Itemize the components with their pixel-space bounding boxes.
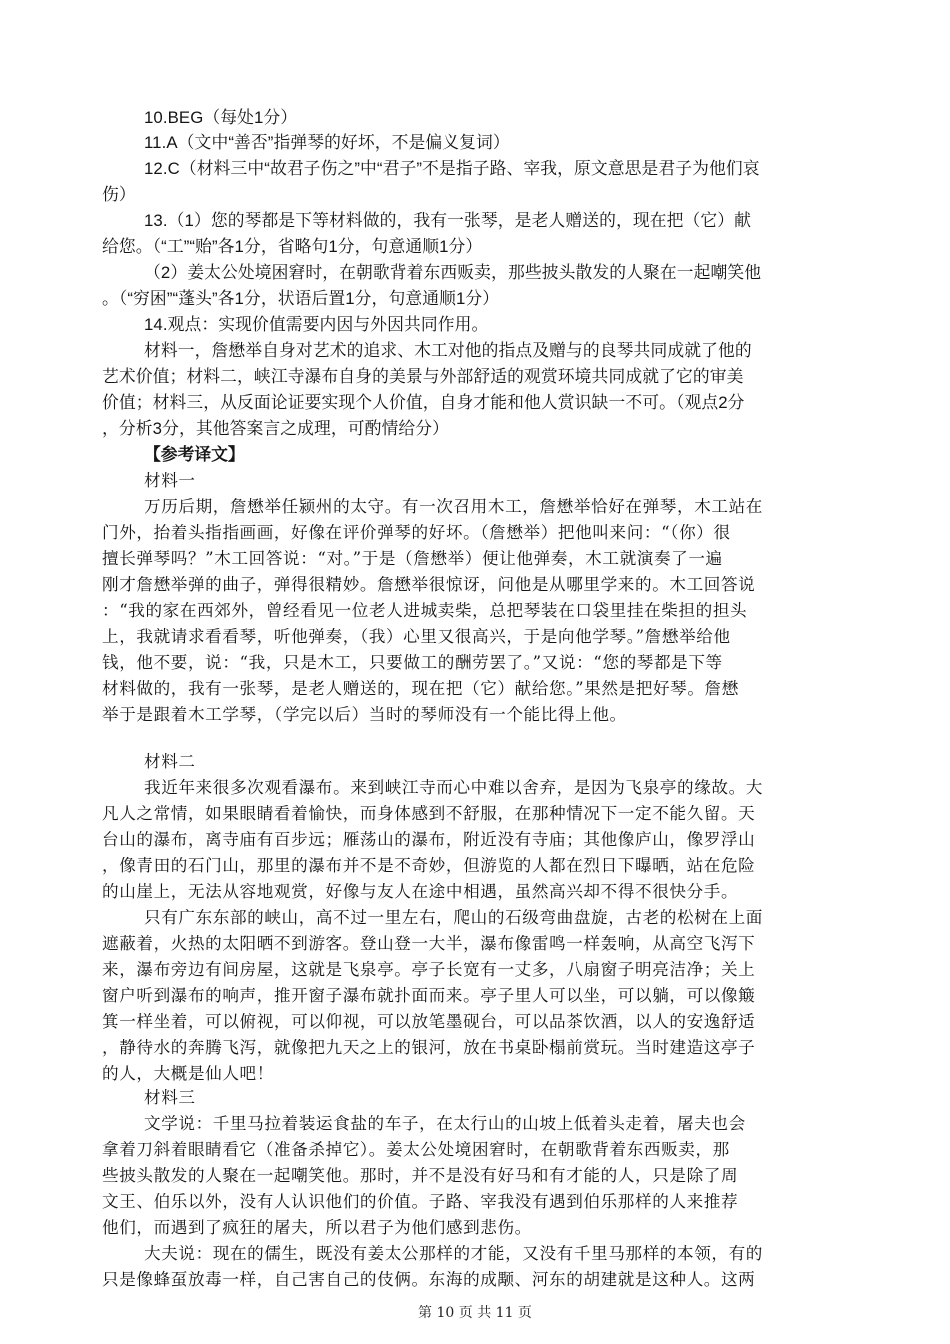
- paragraph-line: ，静待水的奔腾飞泻，就像把九天之上的银河，放在书桌卧榻前赏玩。当时建造这亭子: [102, 1038, 756, 1057]
- answer-10: 10.BEG（每处1分）: [144, 108, 298, 127]
- paragraph-line: 他们，而遇到了疯狂的屠夫，所以君子为他们感到悲伤。: [102, 1218, 532, 1237]
- answer-14-analysis: 价值；材料三，从反面论证要实现个人价值，自身才能和他人赏识缺一不可。（观点2分: [102, 393, 745, 412]
- material-2-title: 材料二: [144, 752, 196, 771]
- answer-13-2: （2）姜太公处境困窘时，在朝歌背着东西贩卖，那些披头散发的人聚在一起嘲笑他: [144, 263, 762, 282]
- paragraph-line: 材料做的，我有一张琴，是老人赠送的，现在把（它）献给您。”果然是把好琴。詹懋: [102, 679, 739, 698]
- paragraph-line: 窗户听到瀑布的响声，推开窗子瀑布就扑面而来。亭子里人可以坐，可以躺，可以像簸: [102, 986, 756, 1005]
- paragraph-line: 万历后期，詹懋举任颍州的太守。有一次召用木工，詹懋举恰好在弹琴，木工站在: [144, 497, 763, 516]
- paragraph-line: 举于是跟着木工学琴，（学完以后）当时的琴师没有一个能比得上他。: [102, 705, 627, 724]
- paragraph-line: 来，瀑布旁边有间房屋，这就是飞泉亭。亭子长宽有一丈多，八扇窗子明亮洁净；关上: [102, 960, 756, 979]
- answer-11: 11.A（文中“善否”指弹琴的好坏，不是偏义复词）: [144, 133, 510, 152]
- paragraph-line: 遮蔽着，火热的太阳晒不到游客。登山登一大半，瀑布像雷鸣一样轰响，从高空飞泻下: [102, 934, 756, 953]
- paragraph-line: 的山崖上，无法从容地观赏，好像与友人在途中相遇，虽然高兴却不得不很快分手。: [102, 882, 739, 901]
- paragraph-line: 文王、伯乐以外，没有人认识他们的价值。子路、宰我没有遇到伯乐那样的人来推荐: [102, 1192, 739, 1211]
- paragraph-line: 文学说：千里马拉着装运食盐的车子，在太行山的山坡上低着头走着，屠夫也会: [144, 1114, 746, 1133]
- paragraph-line: 的人，大概是仙人吧！: [102, 1064, 274, 1083]
- material-1-title: 材料一: [144, 471, 196, 490]
- paragraph-line: ：“我的家在西郊外，曾经看见一位老人进城卖柴，总把琴装在口袋里挂在柴担的担头: [102, 601, 748, 620]
- answer-13-1: 13.（1）您的琴都是下等材料做的，我有一张琴，是老人赠送的，现在把（它）献: [144, 211, 752, 230]
- answer-13-1-cont: 给您。（“工”“贻”各1分，省略句1分，句意通顺1分）: [102, 237, 483, 256]
- paragraph-line: ，像青田的石门山，那里的瀑布并不是不奇妙，但游览的人都在烈日下曝晒，站在危险: [102, 856, 756, 875]
- paragraph-line: 台山的瀑布，离寺庙有百步远；雁荡山的瀑布，附近没有寺庙；其他像庐山，像罗浮山: [102, 830, 756, 849]
- paragraph-line: 些披头散发的人聚在一起嘲笑他。那时，并不是没有好马和有才能的人，只是除了周: [102, 1166, 739, 1185]
- paragraph-line: 擅长弹琴吗？”木工回答说：“对。”于是（詹懋举）便让他弹奏，木工就演奏了一遍: [102, 549, 723, 568]
- answer-12-cont: 伤）: [102, 185, 136, 204]
- paragraph-line: 只有广东东部的峡山，高不过一里左右，爬山的石级弯曲盘旋，古老的松树在上面: [144, 908, 763, 927]
- answer-12: 12.C（材料三中“故君子伤之”中“君子”不是指子路、宰我，原文意思是君子为他们哀: [144, 159, 760, 178]
- paragraph-line: 只是像蜂虿放毒一样，自己害自己的伎俩。东海的成颙、河东的胡建就是这种人。这两: [102, 1270, 756, 1289]
- paragraph-line: 箕一样坐着，可以俯视，可以仰视，可以放笔墨砚台，可以品茶饮酒，以人的安逸舒适: [102, 1012, 756, 1031]
- paragraph-line: 钱，他不要，说：“我，只是木工，只要做工的酬劳罢了。”又说：“您的琴都是下等: [102, 653, 723, 672]
- answer-14-analysis: 材料一，詹懋举自身对艺术的追求、木工对他的指点及赠与的良琴共同成就了他的: [144, 341, 752, 360]
- paragraph-line: 刚才詹懋举弹的曲子，弹得很精妙。詹懋举很惊讶，问他是从哪里学来的。木工回答说: [102, 575, 756, 594]
- paragraph-line: 上，我就请求看看琴，听他弹奏，（我）心里又很高兴，于是向他学琴。”詹懋举给他: [102, 627, 731, 646]
- paragraph-line: 我近年来很多次观看瀑布。来到峡江寺而心中难以舍弃，是因为飞泉亭的缘故。大: [144, 778, 763, 797]
- paragraph-line: 大夫说：现在的儒生，既没有姜太公那样的才能，又没有千里马那样的本领，有的: [144, 1244, 763, 1263]
- paragraph-line: 凡人之常情，如果眼睛看着愉快，而身体感到不舒服，在那种情况下一定不能久留。天: [102, 804, 756, 823]
- material-3-title: 材料三: [144, 1088, 196, 1107]
- answer-13-2-cont: 。（“穷困”“蓬头”各1分，状语后置1分，句意通顺1分）: [102, 289, 500, 308]
- translation-heading: 【参考译文】: [144, 445, 245, 464]
- paragraph-line: 门外，抬着头指指画画，好像在评价弹琴的好坏。（詹懋举）把他叫来问：“（你）很: [102, 523, 731, 542]
- page-number: 第 10 页 共 11 页: [418, 1305, 532, 1321]
- paragraph-line: 拿着刀斜着眼睛看它（准备杀掉它）。姜太公处境困窘时，在朝歌背着东西贩卖，那: [102, 1140, 730, 1159]
- answer-14-analysis: 艺术价值；材料二，峡江寺瀑布自身的美景与外部舒适的观赏环境共同成就了它的审美: [102, 367, 744, 386]
- answer-14-scoring: ，分析3分，其他答案言之成理，可酌情给分）: [102, 419, 450, 438]
- answer-14-viewpoint: 14.观点：实现价值需要内因与外因共同作用。: [144, 315, 489, 334]
